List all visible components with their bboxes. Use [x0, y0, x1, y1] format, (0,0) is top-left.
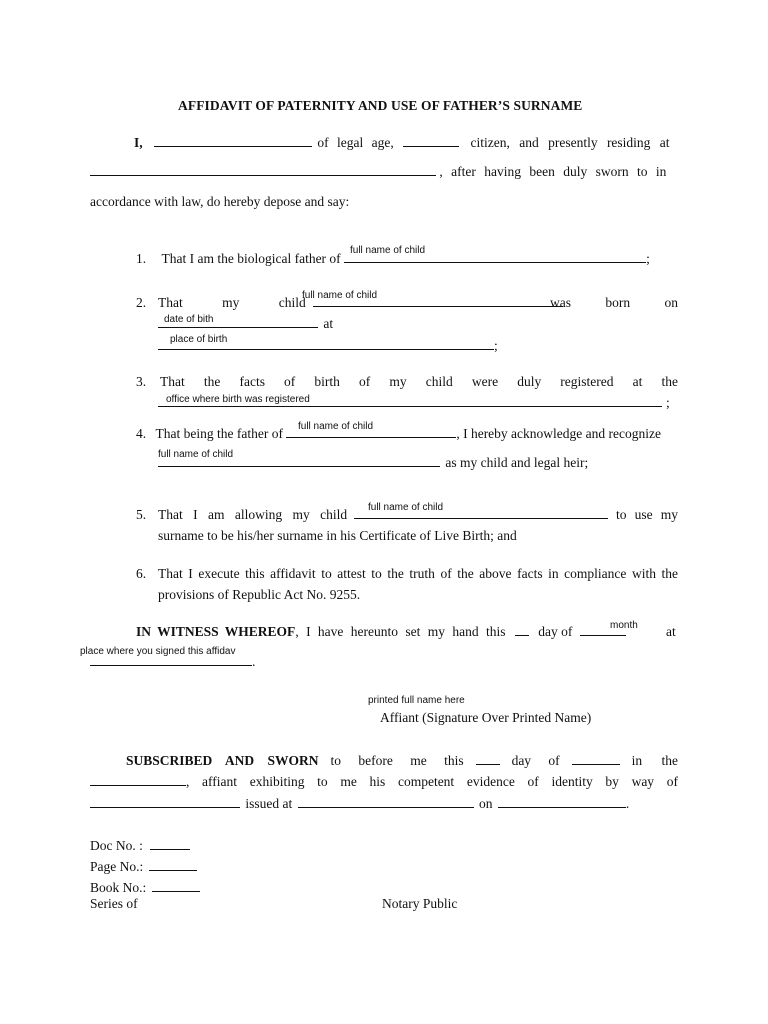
item-6-number: 6. [136, 566, 147, 581]
subscribed-line-2 [90, 774, 186, 790]
item-2-at: at [323, 316, 334, 331]
intro-line-1 [134, 135, 670, 151]
item-2-text-b: was born on [550, 295, 678, 310]
doc-no-label: Doc No. : [90, 838, 143, 853]
item-5-number: 5. [136, 507, 147, 522]
page-no-blank[interactable] [149, 859, 197, 871]
subscribed-lead: SUBSCRIBED AND SWORN [126, 753, 319, 768]
witness-at: at [666, 624, 676, 639]
hint-printed-name: printed full name here [368, 695, 465, 706]
hint-item3-office: office where birth was registered [166, 394, 310, 405]
item-5-child-name-blank[interactable] [354, 507, 608, 519]
residence-blank[interactable] [90, 164, 436, 176]
hint-item1-child-name: full name of child [350, 245, 426, 256]
hint-item2-date: date of bith [164, 314, 214, 325]
item-2-child-name-blank[interactable] [313, 295, 563, 307]
subscribed-issued-at: issued at [245, 796, 293, 811]
subscribed-line-1 [126, 753, 678, 769]
subscribed-place-blank[interactable] [90, 774, 186, 786]
intro-line-3: accordance with law, do hereby depose and say: [90, 194, 350, 209]
witness-day-of: day of [538, 624, 573, 639]
item-6-text-a: That I execute this affidavit to attest to the truth of the above facts in compliance with the [158, 566, 678, 581]
witness-day-blank[interactable] [515, 624, 529, 636]
item-4-text-a: That being the father of [155, 426, 283, 441]
issued-at-blank[interactable] [298, 796, 474, 808]
item-5-text-a: That I am allowing my child [158, 507, 348, 522]
book-no-blank[interactable] [152, 880, 200, 892]
page-no-line [90, 859, 197, 875]
item-1-number: 1. [136, 251, 147, 266]
item-2-line-1 [158, 295, 563, 311]
item-4-line-1 [136, 426, 661, 442]
item-2-text-a: That my child [158, 295, 306, 310]
item-2-date-blank[interactable] [158, 316, 318, 328]
intro-of-legal-age: of legal age, [317, 135, 394, 150]
citizenship-blank[interactable] [403, 135, 459, 147]
document-title: AFFIDAVIT OF PATERNITY AND USE OF FATHER’S SURNAME [178, 98, 583, 113]
item-2-number: 2. [136, 295, 147, 310]
item-6-text-b: provisions of Republic Act No. 9255. [158, 587, 361, 602]
item-1-child-name-blank[interactable] [344, 251, 646, 263]
item-3-number: 3. [136, 374, 147, 389]
affiant-label: Affiant (Signature Over Printed Name) [380, 710, 592, 725]
item-5-line-1 [158, 507, 608, 523]
subscribed-day-blank[interactable] [476, 753, 500, 765]
notary-public-label: Notary Public [382, 896, 458, 911]
intro-citizen: citizen, and presently residing at [470, 135, 670, 150]
hint-item4-child-name-2: full name of child [158, 449, 234, 460]
subscribed-affiant-exhibiting: , affiant exhibiting to me his competent evidence of identity by way of [186, 774, 678, 789]
witness-line-2: . [90, 654, 255, 670]
hint-item4-child-name: full name of child [298, 421, 374, 432]
item-4-text-b: , I hereby acknowledge and recognize [456, 426, 661, 441]
subscribed-month-blank[interactable] [572, 753, 620, 765]
doc-no-line [90, 838, 190, 854]
subscribed-line-3 [90, 796, 629, 812]
book-no-line [90, 880, 200, 896]
witness-place-blank[interactable] [90, 654, 252, 666]
item-2-line-3: ; [158, 338, 498, 354]
subscribed-day-of: day of [511, 753, 560, 768]
item-3-office-blank[interactable] [158, 395, 662, 407]
item-3-line-2: ; [158, 395, 670, 411]
item-4-text-c: as my child and legal heir; [445, 455, 589, 470]
item-5-text-b: to use my [616, 507, 678, 522]
witness-text: , I have hereunto set my hand this [295, 624, 506, 639]
item-4-child-name-blank-2[interactable] [158, 455, 440, 467]
item-4-line-2 [158, 455, 588, 471]
item-4-child-name-blank[interactable] [286, 426, 456, 438]
subscribed-period: . [625, 796, 630, 811]
hint-signing-place: place where you signed this affidav [80, 646, 236, 657]
doc-no-blank[interactable] [150, 838, 190, 850]
witness-line-1 [136, 624, 626, 640]
subscribed-text: to before me this [330, 753, 464, 768]
page-no-label: Page No.: [90, 859, 144, 874]
item-3-text: That the facts of birth of my child were duly registered at the [160, 374, 678, 389]
hint-item2-child-name: full name of child [302, 290, 378, 301]
witness-lead: IN WITNESS WHEREOF [136, 624, 296, 639]
id-blank[interactable] [90, 796, 240, 808]
item-1: 1. That I am the biological father of ; [136, 251, 650, 266]
item-1-text: That I am the biological father of [161, 251, 341, 266]
hint-item2-place: place of birth [170, 334, 228, 345]
item-4-number: 4. [136, 426, 147, 441]
item-2-place-blank[interactable] [158, 338, 494, 350]
issued-on-blank[interactable] [498, 796, 626, 808]
intro-i: I, [134, 135, 143, 150]
intro-line-2 [90, 164, 666, 180]
book-no-label: Book No.: [90, 880, 147, 895]
intro-after-sworn: , after having been duly sworn to in [439, 164, 667, 179]
name-blank[interactable] [154, 135, 312, 147]
item-5-text-c: surname to be his/her surname in his Certificate of Live Birth; and [158, 528, 517, 543]
witness-month-blank[interactable] [580, 624, 626, 636]
series-label: Series of [90, 896, 138, 911]
hint-item5-child-name: full name of child [368, 502, 444, 513]
item-2-line-2 [158, 316, 333, 332]
subscribed-in-the: in the [631, 753, 678, 768]
subscribed-on: on [479, 796, 493, 811]
hint-month: month [610, 620, 638, 631]
